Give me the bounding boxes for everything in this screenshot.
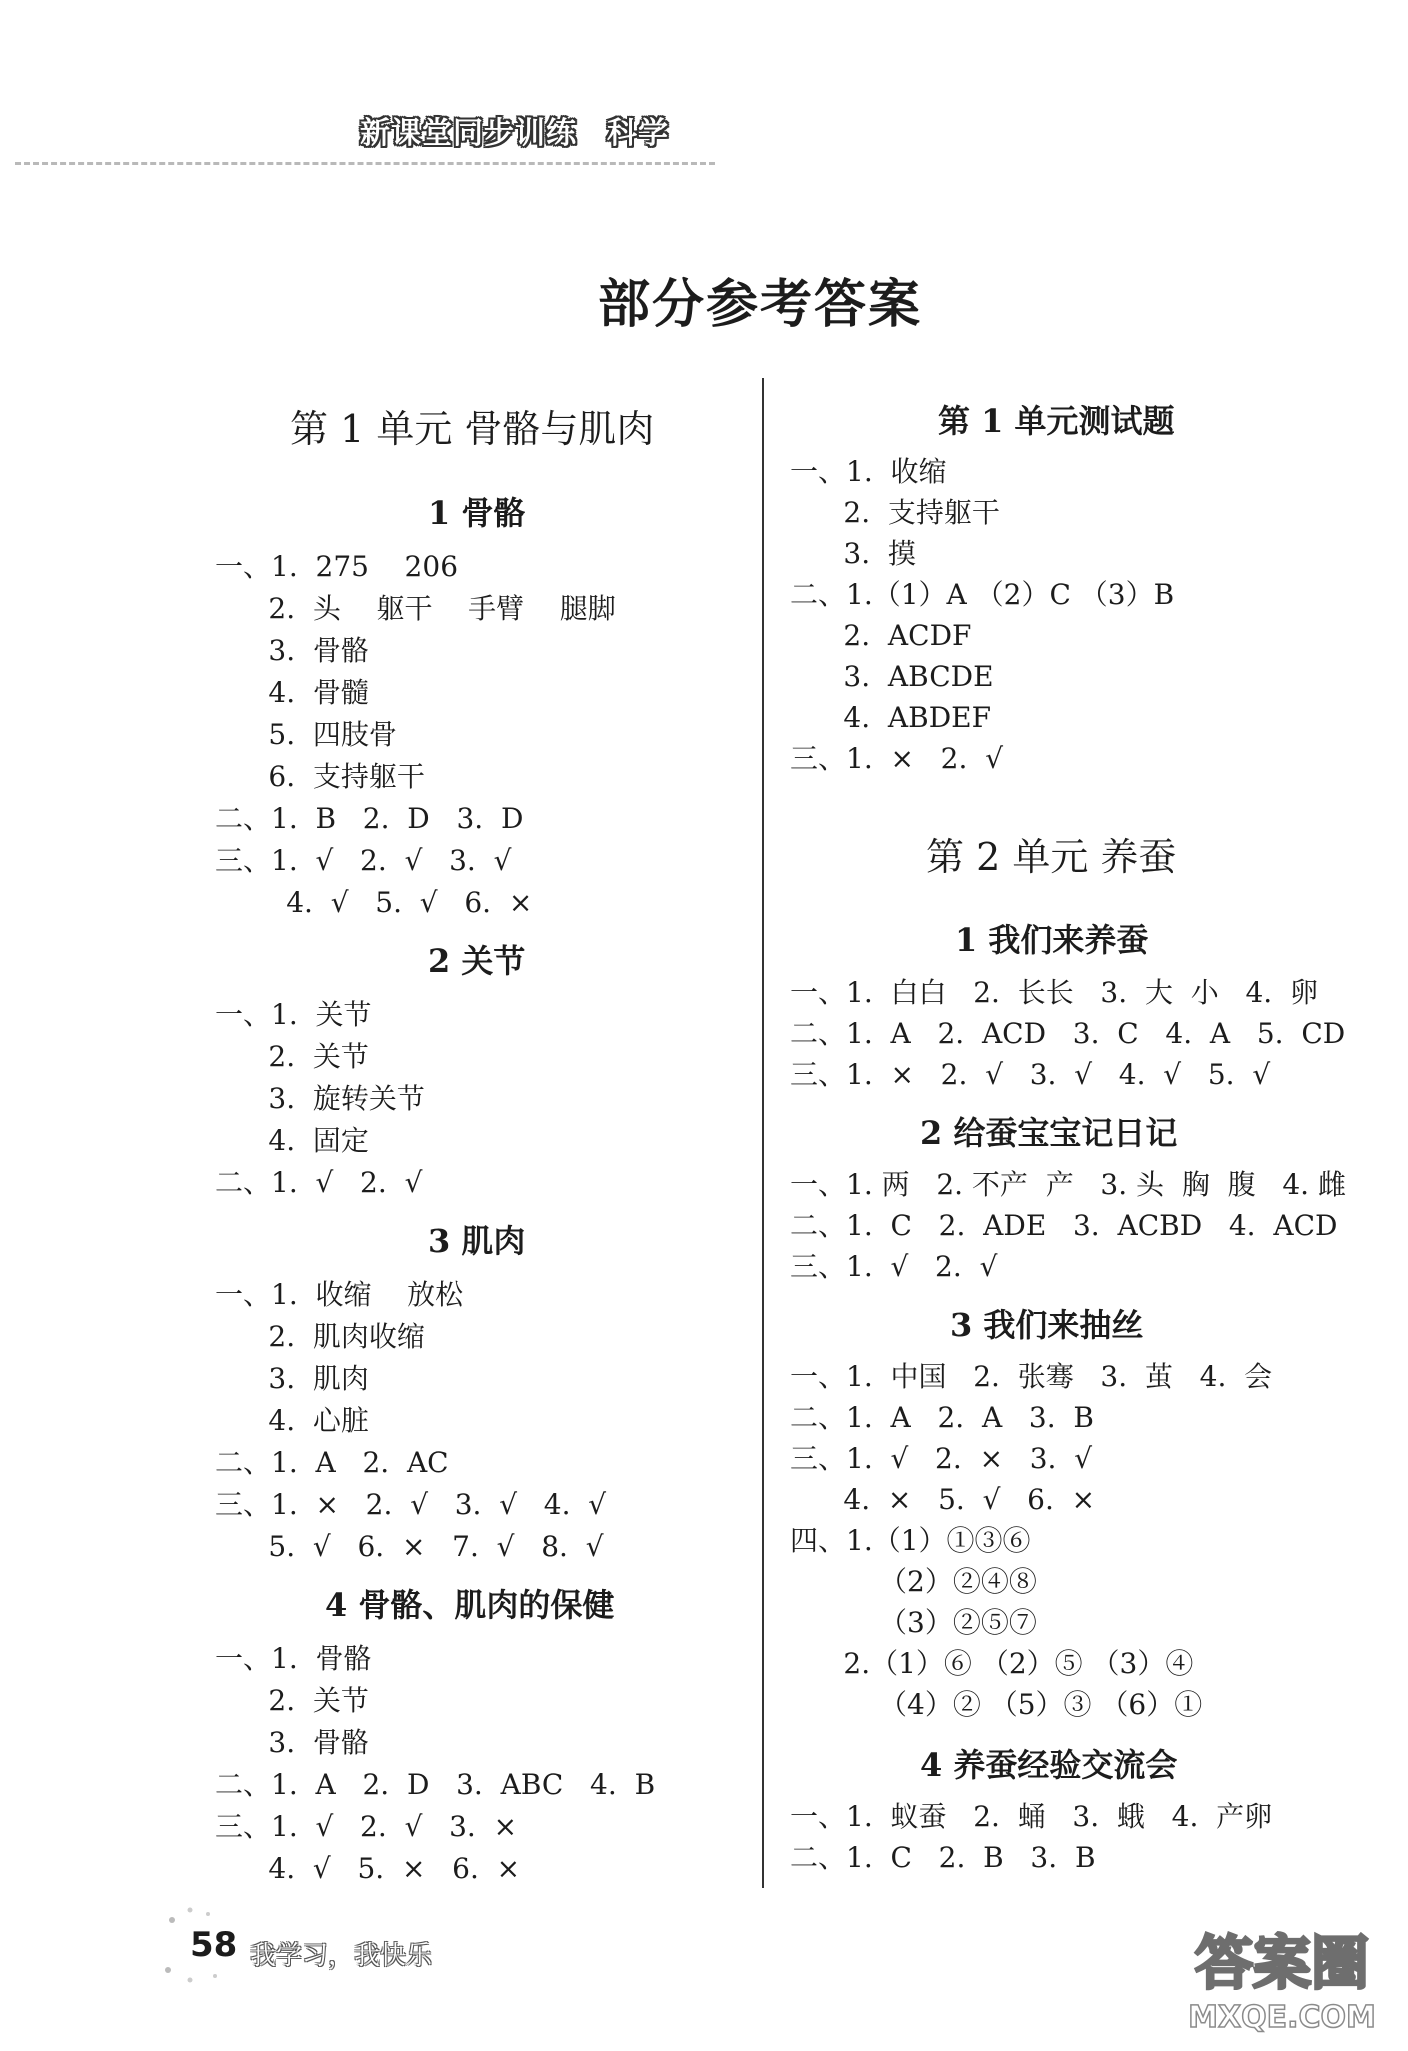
watermark-title: 答案圈 — [1194, 1929, 1370, 1997]
test-title: 第 1 单元测试题 — [938, 402, 1175, 440]
answer-line: 4. 骨髓 — [215, 676, 369, 709]
section-title: 2 给蚕宝宝记日记 — [920, 1114, 1178, 1152]
answer-line: 2. 关节 — [215, 1684, 369, 1717]
book-header — [360, 108, 669, 152]
answer-line: 三、1. √ 2. √ 3. √ — [215, 844, 512, 877]
answer-line: （3）②⑤⑦ — [790, 1606, 1037, 1639]
answer-line: 二、1. A 2. A 3. B — [790, 1401, 1094, 1434]
footer-slogan: 我学习，我快乐 — [250, 1941, 433, 1971]
answer-line: 3. 骨骼 — [215, 634, 369, 667]
answer-line: 4. √ 5. √ 6. × — [215, 886, 533, 919]
answer-line: 3. 摸 — [790, 537, 916, 570]
unit-2-title: 第 2 单元 养蚕 — [926, 835, 1177, 879]
answer-line: 4. √ 5. × 6. × — [215, 1852, 521, 1885]
page-number: 58 — [190, 1925, 238, 1965]
answer-line: 三、1. × 2. √ — [790, 742, 1004, 775]
answer-line: 一、1. 骨骼 — [215, 1642, 372, 1675]
answer-line: 一、1. 蚁蚕 2. 蛹 3. 蛾 4. 产卵 — [790, 1800, 1273, 1833]
answer-line: 3. 骨骼 — [215, 1726, 369, 1759]
answer-line: 2. 支持躯干 — [790, 496, 1000, 529]
watermark-url: MXQE.COM — [1188, 2000, 1376, 2035]
answer-line: 4. × 5. √ 6. × — [790, 1483, 1096, 1516]
section-title: 3 我们来抽丝 — [950, 1306, 1144, 1344]
section-title: 4 养蚕经验交流会 — [920, 1746, 1178, 1784]
subject-label: 科学 — [607, 116, 669, 151]
answer-line: 二、1. A 2. D 3. ABC 4. B — [215, 1768, 656, 1801]
answer-line: 4. ABDEF — [790, 701, 992, 734]
answer-line: 4. 固定 — [215, 1124, 369, 1157]
answer-line: 一、1. 关节 — [215, 998, 372, 1031]
answer-line: 2.（1）⑥ （2）⑤ （3）④ — [790, 1647, 1194, 1680]
answer-line: 一、1. 白白 2. 长长 3. 大 小 4. 卵 — [790, 976, 1318, 1009]
answer-line: 一、1. 收缩 放松 — [215, 1278, 464, 1311]
answer-line: 二、1. √ 2. √ — [215, 1166, 423, 1199]
answer-line: 一、1. 两 2. 不产 产 3. 头 胸 腹 4. 雌 — [790, 1168, 1346, 1201]
answer-line: 5. √ 6. × 7. √ 8. √ — [215, 1530, 604, 1563]
answer-line: （4）② （5）③ （6）① — [790, 1688, 1203, 1721]
answer-line: 四、1.（1）①③⑥ — [790, 1524, 1031, 1557]
answer-line: 三、1. √ 2. × 3. √ — [790, 1442, 1093, 1475]
answer-line: 3. ABCDE — [790, 660, 994, 693]
answer-line: 二、1. C 2. B 3. B — [790, 1841, 1096, 1874]
answer-line: 二、1. A 2. AC — [215, 1446, 449, 1479]
page-title: 部分参考答案 — [597, 274, 922, 335]
answer-line: 一、1. 收缩 — [790, 455, 947, 488]
answer-line: 4. 心脏 — [215, 1404, 369, 1437]
answer-line: 2. 头 躯干 手臂 腿脚 — [215, 592, 616, 625]
answer-line: 二、1. C 2. ADE 3. ACBD 4. ACD — [790, 1209, 1338, 1242]
answer-line: 三、1. √ 2. √ — [790, 1250, 998, 1283]
answer-line: 2. ACDF — [790, 619, 972, 652]
answer-line: 三、1. √ 2. √ 3. × — [215, 1810, 518, 1843]
answer-line: 2. 肌肉收缩 — [215, 1320, 425, 1353]
answer-line: 5. 四肢骨 — [215, 718, 397, 751]
header-divider — [15, 162, 715, 165]
section-title: 4 骨骼、肌肉的保健 — [325, 1586, 615, 1624]
answer-line: 2. 关节 — [215, 1040, 369, 1073]
answer-line: 三、1. × 2. √ 3. √ 4. √ 5. √ — [790, 1058, 1271, 1091]
section-title: 3 肌肉 — [428, 1222, 526, 1260]
book-title: 新课堂同步训练 — [360, 116, 577, 151]
answer-line: 6. 支持躯干 — [215, 760, 425, 793]
section-title: 1 我们来养蚕 — [955, 921, 1149, 959]
answer-line: 一、1. 中国 2. 张骞 3. 茧 4. 会 — [790, 1360, 1273, 1393]
unit-1-title: 第 1 单元 骨骼与肌肉 — [290, 407, 655, 451]
answer-line: （2）②④⑧ — [790, 1565, 1037, 1598]
answer-line: 一、1. 275 206 — [215, 550, 459, 583]
answer-line: 3. 肌肉 — [215, 1362, 369, 1395]
answer-line: 3. 旋转关节 — [215, 1082, 425, 1115]
answer-line: 二、1. B 2. D 3. D — [215, 802, 524, 835]
answer-line: 二、1. A 2. ACD 3. C 4. A 5. CD — [790, 1017, 1346, 1050]
answer-line: 二、1.（1）A （2）C （3）B — [790, 578, 1175, 611]
column-divider — [762, 378, 764, 1888]
section-title: 1 骨骼 — [428, 494, 526, 532]
watermark-logo-icon — [1170, 1915, 1395, 2040]
section-title: 2 关节 — [428, 942, 526, 980]
answer-line: 三、1. × 2. √ 3. √ 4. √ — [215, 1488, 607, 1521]
